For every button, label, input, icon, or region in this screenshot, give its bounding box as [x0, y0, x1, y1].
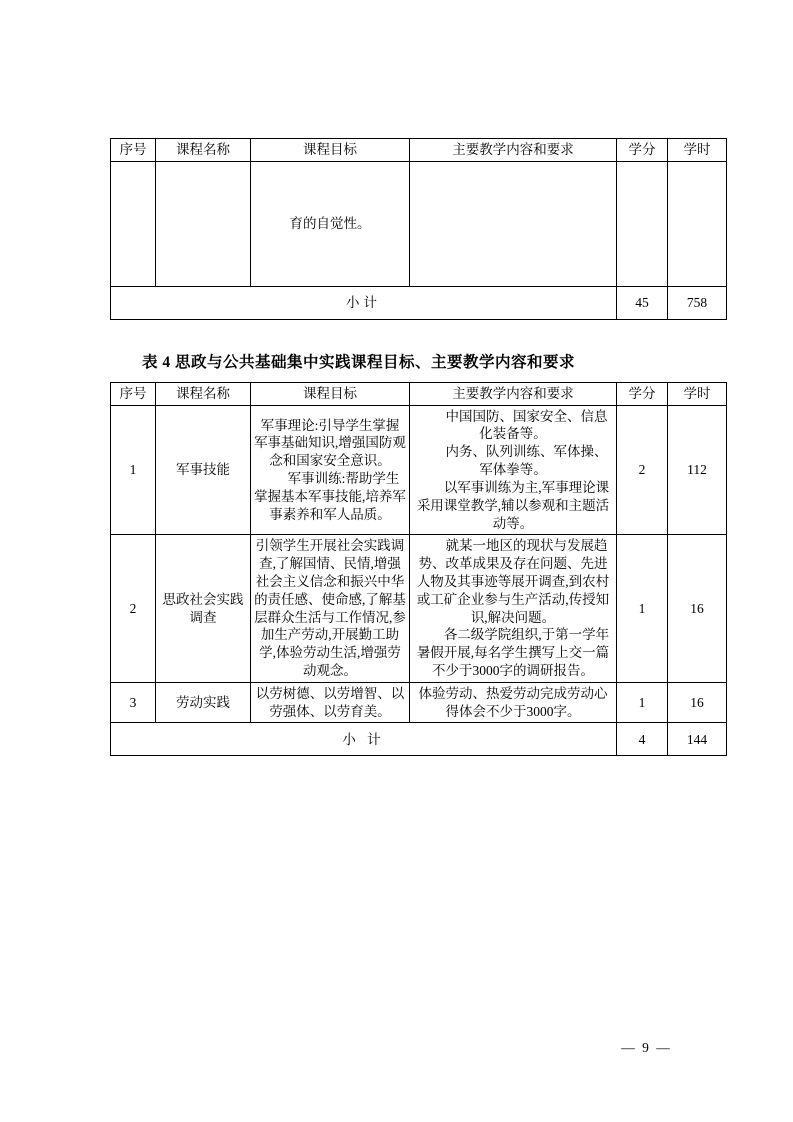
goal-paragraph: 军事训练:帮助学生掌握基本军事技能,培养军事素养和军人品质。 — [254, 470, 406, 522]
cell-number: 3 — [111, 682, 156, 723]
content-paragraph: 内务、队列训练、军体操、军体拳等。 — [445, 444, 608, 478]
cell-course-goal-continued: 育的自觉性。 — [251, 161, 410, 286]
table-row-subtotal — [111, 286, 727, 319]
table-row — [111, 535, 727, 683]
column-header-hours: 学时 — [668, 382, 727, 405]
subtotal-credit: 45 — [617, 286, 668, 319]
column-header-hours: 学时 — [668, 139, 727, 162]
column-header-course-goal: 课程目标 — [251, 382, 410, 405]
subtotal-label: 小 计 — [111, 723, 617, 756]
cell-hours: 16 — [668, 535, 727, 683]
cell-hours: 16 — [668, 682, 727, 723]
goal-paragraph: 军事理论:引导学生掌握军事基础知识,增强国防观念和国家安全意识。 — [254, 417, 406, 469]
cell-course-name: 劳动实践 — [156, 682, 251, 723]
content-paragraph: 中国国防、国家安全、信息化装备等。 — [445, 408, 608, 442]
cell-teaching-content — [410, 682, 617, 723]
cell-course-goal — [251, 535, 410, 683]
cell-hours: 112 — [668, 405, 727, 535]
subtotal-credit: 4 — [617, 723, 668, 756]
content-paragraph: 以军事训练为主,军事理论课采用课堂教学,辅以参观和主题活动等。 — [416, 479, 610, 531]
content-paragraph: 就某一地区的现状与发展趋势、改革成果及存在问题、先进人物及其事迹等展开调查,到农村或工矿企业参与生产活动,传授知识,解决问题。 — [416, 538, 610, 625]
column-header-number: 序号 — [111, 139, 156, 162]
cell-hours — [668, 161, 727, 286]
column-header-course-goal: 课程目标 — [251, 139, 410, 162]
table-row — [111, 161, 727, 286]
table-row — [111, 405, 727, 535]
subtotal-hours: 144 — [668, 723, 727, 756]
table-row — [111, 682, 727, 723]
table-row-subtotal — [111, 723, 727, 756]
cell-teaching-content — [410, 161, 617, 286]
table-row-header — [111, 139, 727, 162]
column-header-course-name: 课程名称 — [156, 139, 251, 162]
cell-number: 1 — [111, 405, 156, 535]
column-header-number: 序号 — [111, 382, 156, 405]
cell-teaching-content — [410, 535, 617, 683]
content-paragraph: 体验劳动、热爱劳动完成劳动心得体会不少于3000字。 — [418, 685, 608, 719]
cell-teaching-content — [410, 405, 617, 535]
subtotal-label: 小计 — [111, 286, 617, 319]
cell-credit: 1 — [617, 535, 668, 683]
cell-course-goal — [251, 682, 410, 723]
table-course-continued — [110, 138, 727, 320]
cell-credit: 2 — [617, 405, 668, 535]
subtotal-hours: 758 — [668, 286, 727, 319]
content-paragraph: 各二级学院组织,于第一学年暑假开展,每名学生撰写上交一篇不少于3000字的调研报告。 — [416, 627, 610, 678]
column-header-credit: 学分 — [617, 382, 668, 405]
cell-number: 2 — [111, 535, 156, 683]
cell-course-name: 思政社会实践调查 — [156, 535, 251, 683]
cell-credit: 1 — [617, 682, 668, 723]
table-4-title: 表 4 思政与公共基础集中实践课程目标、主要教学内容和要求 — [142, 353, 576, 371]
table-row-header — [111, 382, 727, 405]
column-header-credit: 学分 — [617, 139, 668, 162]
cell-course-name: 军事技能 — [156, 405, 251, 535]
page-number: — 9 — — [621, 1040, 672, 1055]
goal-paragraph: 引领学生开展社会实践调查,了解国情、民情,增强社会主义信念和振兴中华的责任感、使命感,了解基层群众生活与工作情况,参加生产劳动,开展勤工助学,体验劳动生活,增强劳动观念。 — [254, 538, 406, 678]
cell-course-goal — [251, 405, 410, 535]
goal-paragraph: 以劳树德、以劳增智、以劳强体、以劳育美。 — [255, 685, 405, 719]
table-4-practice-courses — [110, 382, 727, 757]
page-content — [110, 138, 711, 756]
column-header-course-name: 课程名称 — [156, 382, 251, 405]
column-header-teaching-content: 主要教学内容和要求 — [410, 382, 617, 405]
cell-course-name — [156, 161, 251, 286]
cell-number — [111, 161, 156, 286]
cell-credit — [617, 161, 668, 286]
column-header-teaching-content: 主要教学内容和要求 — [410, 139, 617, 162]
